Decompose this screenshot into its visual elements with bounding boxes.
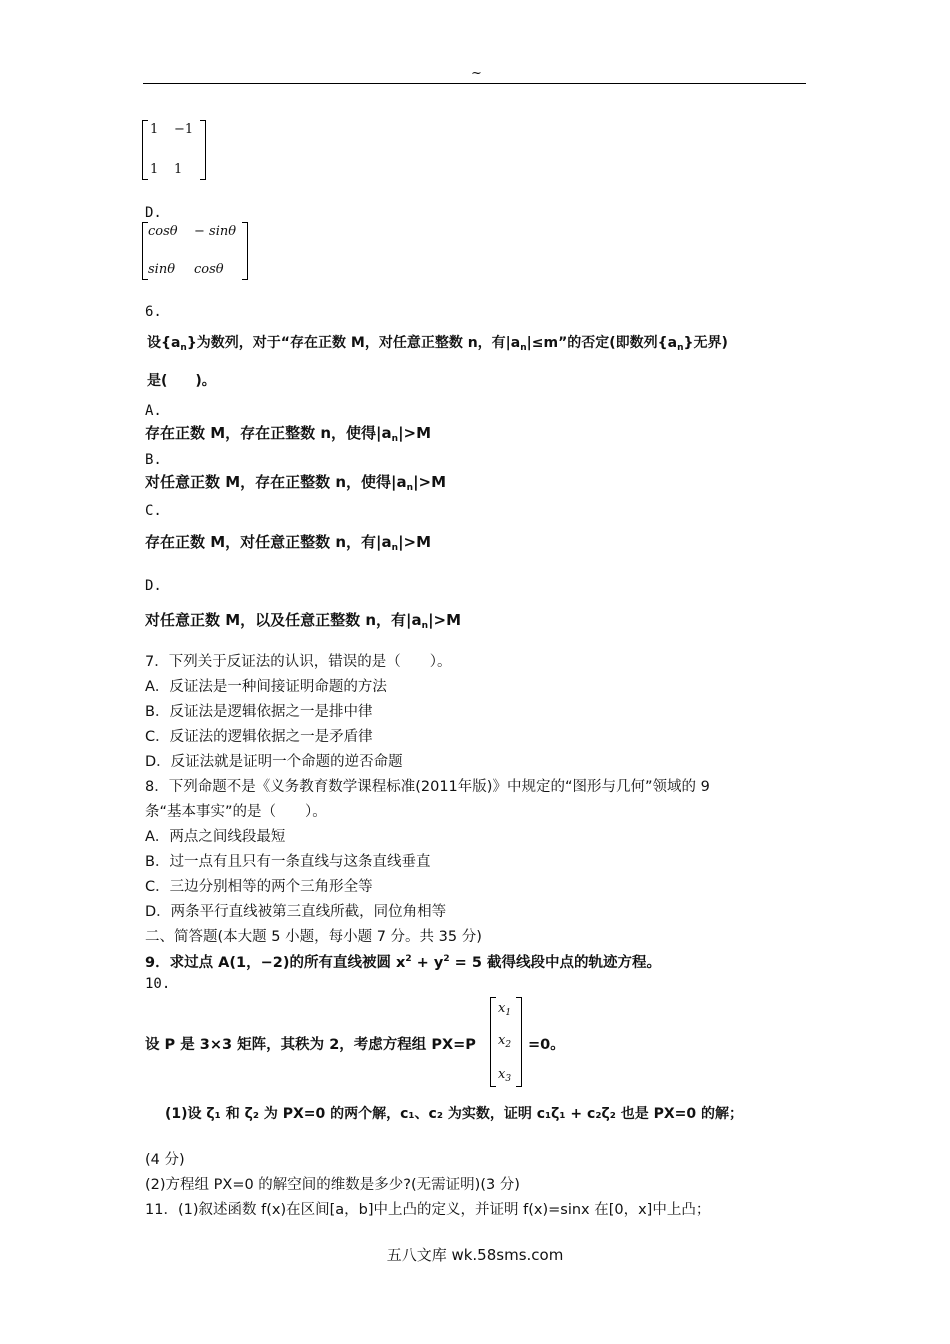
subscript: n [391,543,399,553]
vector-entry [498,1033,511,1050]
option-text-part: |>M [413,473,447,491]
var: x [498,1001,506,1016]
footer-watermark: 五八文库 wk.58sms.com [386,1246,564,1264]
stem-part: }为数列，对于“存在正数 M，对任意正整数 n，有|a [186,335,521,351]
vector-right-bracket [516,997,522,1087]
question-8-option-c: C．三边分别相等的两个三角形全等 [145,879,373,895]
question-10-stem-end: =0。 [528,1037,565,1053]
subscript: 3 [505,1074,512,1084]
subscript: n [180,343,187,353]
question-10-part-2: (2)方程组 PX=0 的解空间的维数是多少?(无需证明)(3 分) [145,1177,520,1193]
stem-part: = 5 截得线段中点的轨迹方程。 [449,955,661,971]
matrix-cell: − sinθ [194,224,237,239]
question-6-number: 6. [145,304,162,320]
matrix-cell: cosθ [194,262,224,277]
question-9-stem [145,951,661,972]
matrix-option-c [142,120,212,180]
question-10-part-1: (1)设 ζ₁ 和 ζ₂ 为 PX=0 的两个解，c₁、c₂ 为实数，证明 c₁ζ₁ + c₂ζ₂ 也是 PX=0 的解； [165,1106,744,1122]
vector-entry [498,1067,511,1084]
question-11-stem: 11．(1)叙述函数 f(x)在区间[a，b]中上凸的定义，并证明 f(x)=sinx 在[0，x]中上凸； [145,1202,711,1218]
option-text [145,609,461,631]
question-7-option-d: D．反证法就是证明一个命题的逆否命题 [145,754,403,770]
question-8-option-a: A．两点之间线段最短 [145,829,286,845]
stem-part: + y [411,955,444,971]
question-10-part-1-score: (4 分) [145,1152,185,1168]
question-7-option-b: B．反证法是逻辑依据之一是排中律 [145,704,373,720]
subscript: n [677,343,684,353]
option-text-part: |>M [398,533,432,551]
option-label: A. [145,403,162,419]
section-heading: 二、简答题(本大题 5 小题，每小题 7 分。共 35 分) [145,929,482,945]
question-8-option-d: D．两条平行直线被第三直线所截，同位角相等 [145,904,447,920]
subscript: 2 [505,1040,512,1050]
option-label: D. [145,578,162,594]
option-text [145,422,431,444]
stem-part: 9．求过点 A(1，−2)的所有直线被圆 x [145,955,406,971]
vector-x [490,997,524,1087]
question-6-stem-line2: 是( )。 [147,373,216,389]
matrix-cell: cosθ [148,224,178,239]
subscript: n [520,343,527,353]
question-10-stem: 设 P 是 3×3 矩阵，其秩为 2，考虑方程组 PX=P [145,1037,476,1053]
question-8-stem-line2: 条“基本事实”的是（ ）。 [145,804,327,820]
question-7-option-a: A．反证法是一种间接证明命题的方法 [145,679,387,695]
option-d-label: D. [145,205,162,221]
option-text-part: 对任意正数 M，以及任意正整数 n，有|a [145,611,422,629]
header-mark: ~ [471,66,482,81]
vector-left-bracket [490,997,496,1087]
option-text-part: 存在正数 M，存在正整数 n，使得|a [145,424,392,442]
matrix-cell: 1 [150,162,159,177]
stem-part: |≤m”的否定(即数列{a [526,335,678,351]
matrix-cell: sinθ [148,262,176,277]
subscript: n [421,621,429,631]
question-10-number: 10. [145,976,171,992]
question-7-option-c: C．反证法的逻辑依据之一是矛盾律 [145,729,373,745]
subscript: n [391,434,399,444]
question-8-option-b: B．过一点有且只有一条直线与这条直线垂直 [145,854,431,870]
option-label: C. [145,503,162,519]
var: x [498,1067,506,1082]
matrix-right-bracket [242,222,248,280]
matrix-cell: 1 [150,122,159,137]
option-text-part: 对任意正数 M，存在正整数 n，使得|a [145,473,407,491]
subscript: 1 [505,1008,512,1018]
question-8-stem: 8．下列命题不是《义务教育数学课程标准(2011年版)》中规定的“图形与几何”领域的 9 [145,779,710,795]
matrix-option-d [142,222,252,280]
question-6-stem [147,332,728,353]
stem-part: 设{a [147,335,181,351]
header-rule [143,83,806,84]
superscript: 2 [405,954,412,964]
question-7-stem: 7．下列关于反证法的认识，错误的是（ ）。 [145,654,452,670]
matrix-cell: 1 [174,162,183,177]
option-text [145,531,431,553]
option-label: B. [145,452,162,468]
stem-part: }无界) [683,335,728,351]
var: x [498,1033,506,1048]
matrix-cell: −1 [174,122,194,137]
option-text-part: |>M [398,424,432,442]
matrix-left-bracket [142,120,148,180]
option-text [145,471,446,493]
superscript: 2 [443,954,450,964]
matrix-right-bracket [200,120,206,180]
option-text-part: 存在正数 M，对任意正整数 n，有|a [145,533,392,551]
vector-entry [498,1001,511,1018]
subscript: n [406,483,414,493]
option-text-part: |>M [428,611,462,629]
